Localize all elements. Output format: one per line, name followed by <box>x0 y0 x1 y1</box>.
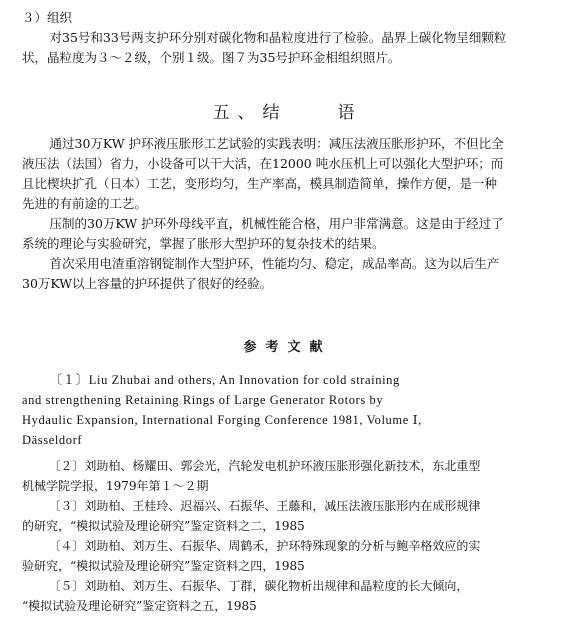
reference-line: 〔１〕Liu Zhubai and others, An Innovation for cold straining <box>49 373 400 387</box>
reference-line: 〔３〕刘助柏、王桂玲、迟福兴、石振华、王藤和，减压法液压胀形内在成形规律 <box>48 499 481 513</box>
body-line: 对35号和33号两支护环分别对碳化物和晶粒度进行了检验。晶界上碳化物呈细颗粒 <box>49 30 507 45</box>
conclusion-paragraphs <box>22 134 554 294</box>
reference-line: 〔２〕刘助柏、杨耀田、郭会光，汽轮发电机护环液压胀形强化新技术，东北重型 <box>48 459 481 473</box>
body-line: 通过30万KW 护环液压胀形工艺试验的实践表明：减压法液压胀形护环，不但比全 <box>49 136 504 151</box>
reference-line: 〔４〕刘助柏、刘万生、石振华、周鹤禾，护环特殊现象的分析与鲍辛格效应的实 <box>48 539 481 553</box>
conclusion-title: 五、结 语 <box>212 103 363 123</box>
body-line: 且比楔块扩孔（日本）工艺，变形均匀，生产率高，模具制造简单，操作方便，是一种 <box>22 176 498 191</box>
body-line: 系统的理论与实验研究，掌握了胀形大型护环的复杂技术的结果。 <box>22 236 385 251</box>
reference-line: 的研究，“模拟试验及理论研究”鉴定资料之二，1985 <box>22 519 305 533</box>
reference-line: “模拟试验及理论研究”鉴定资料之五，1985 <box>22 599 257 613</box>
reference-line: Dässeldorf <box>22 433 83 447</box>
reference-line: 〔５〕刘助柏、刘万生、石振华、丁群，碳化物析出规律和晶粒度的长大倾向， <box>48 579 469 593</box>
subsection-heading: ３）组织 <box>22 10 73 25</box>
reference-line: 机械学院学报，1979年第１～２期 <box>22 479 209 493</box>
reference-line: Hydaulic Expansion, International Forging Conference 1981, Volume Ⅰ, <box>22 413 422 427</box>
reference-line: 验研究，“模拟试验及理论研究”鉴定资料之四，1985 <box>22 559 305 573</box>
body-line: 压制的30万KW 护环外母线平直，机械性能合格，用户非常满意。这是由于经过了 <box>49 216 504 231</box>
body-line: 先进的有前途的工艺。 <box>22 196 148 211</box>
section-organization <box>22 8 554 68</box>
reference-line: and strengthening Retaining Rings of Large Generator Rotors by <box>22 393 384 407</box>
body-line: 首次采用电渣重溶钢锭制作大型护环，性能均匀、稳定，成品率高。这为以后生产 <box>49 256 500 271</box>
references-title: 参考文献 <box>243 340 332 355</box>
body-line: 30万KW以上容量的护环提供了很好的经验。 <box>22 276 273 291</box>
body-line: 状，晶粒度为３～２级，个别１级。图７为35号护环金相组织照片。 <box>22 50 401 65</box>
body-line: 液压法（法国）省力，小设备可以干大活，在12000 吨水压机上可以强化大型护环；而 <box>22 156 504 171</box>
reference-list <box>22 370 554 616</box>
